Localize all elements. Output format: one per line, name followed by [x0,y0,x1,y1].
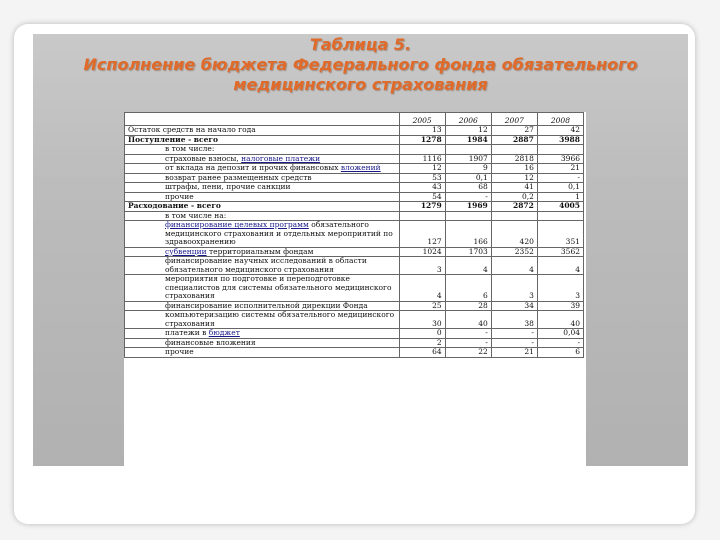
value-cell: 68 [445,183,491,193]
value-cell: 30 [399,311,445,329]
value-cell: 4 [537,257,583,275]
row-label-link[interactable]: налоговые платежи [241,154,321,163]
value-cell: 2818 [491,154,537,164]
table-row [125,338,584,348]
title-line-1: Таблица 5. [309,35,412,54]
table-row [125,301,584,311]
value-cell: 4005 [537,202,583,212]
value-cell: - [445,329,491,339]
row-label-text: территориальным фондам [206,247,314,256]
value-cell: 28 [445,301,491,311]
table-header-row [125,113,584,126]
table-row [125,145,584,155]
value-cell: 420 [491,221,537,248]
row-label [125,247,400,257]
slide-title [33,35,688,95]
value-cell: 0,2 [491,192,537,202]
row-label-link[interactable]: вложений [340,163,381,172]
value-cell: 3988 [537,135,583,145]
value-cell: 166 [445,221,491,248]
table-row [125,221,584,248]
row-label-text: возврат ранее размещенных средств [165,173,312,182]
row-label [125,145,400,155]
value-cell: 3 [399,257,445,275]
value-cell: 2872 [491,202,537,212]
row-label-text: обязательного медицинского страхования и отдельных мероприятий по здравоохранению [165,220,393,246]
value-cell: 21 [537,164,583,174]
budget-table [124,112,584,358]
title-line-2: Исполнение бюджета Федерального фонда обязательного [83,55,638,74]
table-row [125,247,584,257]
value-cell: - [445,192,491,202]
value-cell: 0,1 [537,183,583,193]
header-year: 2008 [537,113,583,126]
table-row [125,126,584,136]
table-row [125,154,584,164]
table-row [125,202,584,212]
row-label [125,154,400,164]
value-cell: 1116 [399,154,445,164]
value-cell: 25 [399,301,445,311]
value-cell: 6 [537,348,583,358]
value-cell [399,211,445,221]
value-cell: 3562 [537,247,583,257]
row-label-text: платежи в [165,328,209,337]
budget-table-container [124,112,586,466]
row-label-text: штрафы, пени, прочие санкции [165,182,291,191]
value-cell: - [491,329,537,339]
value-cell: 0,04 [537,329,583,339]
value-cell: 39 [537,301,583,311]
value-cell: 1 [537,192,583,202]
row-label [125,211,400,221]
value-cell: 1024 [399,247,445,257]
row-label-text: Поступление - всего [128,135,218,144]
row-label [125,257,400,275]
value-cell: 3 [537,275,583,302]
row-label-text: финансирование исполнительной дирекции Фонда [165,301,368,310]
row-label [125,348,400,358]
value-cell: 0,1 [445,173,491,183]
header-year: 2006 [445,113,491,126]
table-row [125,164,584,174]
value-cell [537,211,583,221]
value-cell [399,145,445,155]
value-cell: - [445,338,491,348]
row-label [125,126,400,136]
value-cell: 2 [399,338,445,348]
value-cell: 3966 [537,154,583,164]
value-cell: 6 [445,275,491,302]
row-label [125,338,400,348]
value-cell [491,145,537,155]
value-cell [445,211,491,221]
value-cell: 351 [537,221,583,248]
table-row [125,211,584,221]
value-cell: 2887 [491,135,537,145]
row-label [125,221,400,248]
table-row [125,257,584,275]
row-label-text: прочие [165,192,194,201]
table-row [125,183,584,193]
row-label [125,164,400,174]
value-cell: 4 [491,257,537,275]
row-label [125,202,400,212]
row-label [125,192,400,202]
value-cell: 54 [399,192,445,202]
value-cell: 42 [537,126,583,136]
value-cell [537,145,583,155]
value-cell [491,211,537,221]
value-cell: 4 [445,257,491,275]
table-row [125,348,584,358]
row-label-text: в том числе на: [165,211,227,220]
value-cell: 3 [491,275,537,302]
value-cell: - [537,173,583,183]
value-cell: 9 [445,164,491,174]
row-label [125,183,400,193]
value-cell: 40 [445,311,491,329]
table-row [125,192,584,202]
row-label-text: в том числе: [165,144,215,153]
row-label-link[interactable]: финансирование целевых программ [165,220,309,229]
row-label-text: финансовые вложения [165,338,256,347]
row-label-text: прочие [165,347,194,356]
value-cell: 127 [399,221,445,248]
value-cell: 4 [399,275,445,302]
value-cell: 1279 [399,202,445,212]
row-label-text: Расходование - всего [128,201,221,210]
value-cell: 2352 [491,247,537,257]
table-row [125,329,584,339]
value-cell: 64 [399,348,445,358]
value-cell: 22 [445,348,491,358]
value-cell: - [537,338,583,348]
row-label-text: от вклада на депозит и прочих финансовых [165,163,341,172]
table-row [125,135,584,145]
row-label-text: Остаток средств на начало года [128,125,256,134]
row-label-text: страховые взносы, [165,154,242,163]
row-label-text: мероприятия по подготовке и переподготовке специалистов для системы обязательного медицинского страхования [165,274,392,300]
value-cell: 53 [399,173,445,183]
value-cell: 27 [491,126,537,136]
row-label-text: компьютеризацию системы обязательного медицинского страхования [165,310,395,328]
value-cell: - [491,338,537,348]
value-cell [445,145,491,155]
row-label [125,173,400,183]
row-label-text: финансирование научных исследований в области обязательного медицинского страхования [165,256,367,274]
value-cell: 38 [491,311,537,329]
value-cell: 12 [445,126,491,136]
value-cell: 1703 [445,247,491,257]
table-row [125,275,584,302]
value-cell: 1969 [445,202,491,212]
row-label [125,135,400,145]
row-label-link[interactable]: бюджет [208,328,240,337]
header-year: 2007 [491,113,537,126]
row-label [125,301,400,311]
value-cell: 12 [491,173,537,183]
value-cell: 34 [491,301,537,311]
title-line-3: медицинского страхования [233,75,488,94]
value-cell: 21 [491,348,537,358]
row-label [125,311,400,329]
value-cell: 1278 [399,135,445,145]
value-cell: 13 [399,126,445,136]
value-cell: 40 [537,311,583,329]
value-cell: 12 [399,164,445,174]
value-cell: 41 [491,183,537,193]
header-label-cell [125,113,400,126]
value-cell: 1907 [445,154,491,164]
value-cell: 16 [491,164,537,174]
table-row [125,173,584,183]
value-cell: 43 [399,183,445,193]
value-cell: 0 [399,329,445,339]
row-label-link[interactable]: субвенции [165,247,207,256]
row-label [125,329,400,339]
row-label [125,275,400,302]
header-year: 2005 [399,113,445,126]
value-cell: 1984 [445,135,491,145]
table-row [125,311,584,329]
